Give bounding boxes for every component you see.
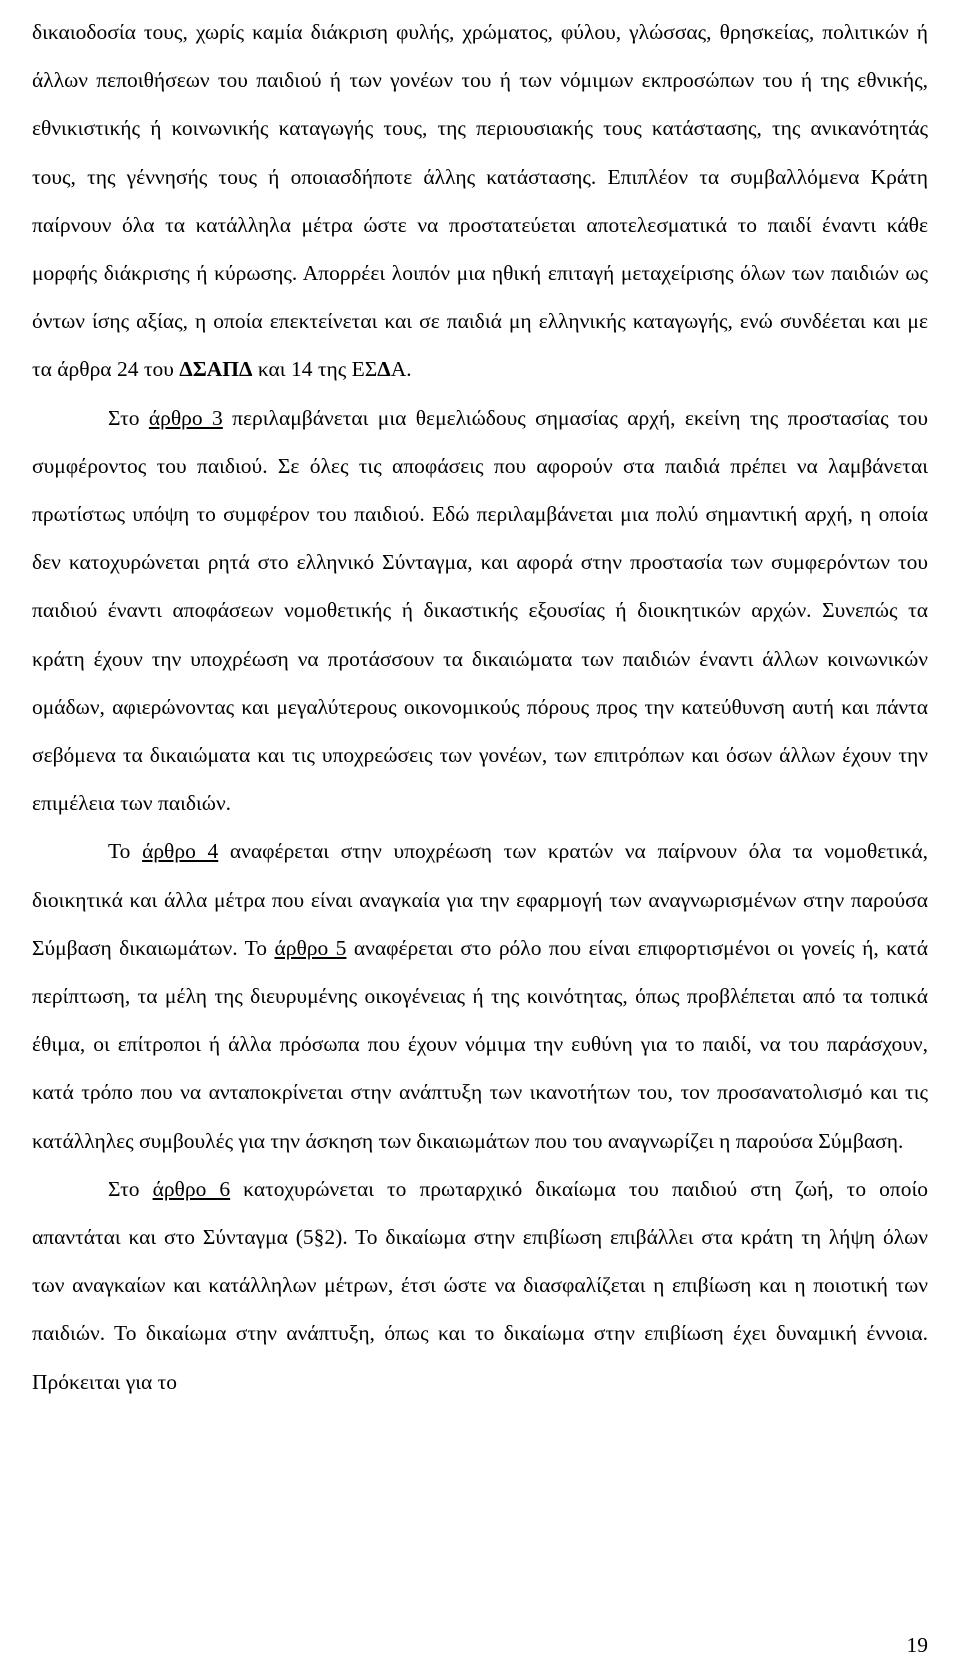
paragraph-text: αναφέρεται στην υποχρέωση των κρατών να παίρνουν όλα τα νομοθετικά, διοικητικά και άλλα μέτρα που είναι αναγκαία για την εφαρμογή των αναγνωρισμένων στην παρούσα Σύμβαση δικαιωμάτων. Το xyxy=(32,839,928,960)
paragraph-text: περιλαμβάνεται μια θεμελιώδους σημασίας αρχή, εκείνη της προστασίας του συμφέροντος του παιδιού. Σε όλες τις αποφάσεις που αφορούν στα παιδιά πρέπει να λαμβάνεται πρωτίστως υπόψη το συμφέρον του παιδιού. Εδώ περιλαμβάνεται μια πολύ σημαντική αρχή, η οποία δεν κατοχυρώνεται ρητά στο ελληνικό Σύνταγμα, και αφορά στην προστασία των συμφερόντων του παιδιού έναντι αποφάσεων νομοθετικής ή δικαστικής εξουσίας ή διοικητικών αρχών. Συνεπώς τα κράτη έχουν την υποχρέωση να προτάσσουν τα δικαιώματα των παιδιών έναντι άλλων κοινωνικών ομάδων, αφιερώνοντας και μεγαλύτερους οικονομικούς πόρους προς την κατεύθυνση αυτή και πάντα σεβόμενα τα δικαιώματα και τις υποχρεώσεις των γονέων, των επιτρόπων και όσων άλλων έχουν την επιμέλεια των παιδιών. xyxy=(32,405,928,816)
paragraph-text: Στο xyxy=(108,405,149,430)
paragraph-text: δικαιοδοσία τους, χωρίς καμία διάκριση φυλής, χρώματος, φύλου, γλώσσας, θρησκείας, πολιτικών ή άλλων πεποιθήσεων του παιδιού ή των γονέων του ή των νόμιμων εκπροσώπων του ή της εθνικής, εθνικιστικής ή κοινωνικής καταγωγής τους, της περιουσιακής τους κατάστασης, της ανικανότητάς τους, της γέννησής τους ή οποιασδήποτε άλλης κατάστασης. Επιπλέον τα συμβαλλόμενα Κράτη παίρνουν όλα τα κατάλληλα μέτρα ώστε να προστατεύεται αποτελεσματικά το παιδί έναντι κάθε μορφής διάκρισης ή κύρωσης. Απορρέει λοιπόν μια ηθική επιταγή μεταχείρισης όλων των παιδιών ως όντων ίσης αξίας, η οποία επεκτείνεται και σε παιδιά μη ελληνικής καταγωγής, ενώ συνδέεται και με τα άρθρα 24 του xyxy=(32,20,928,382)
paragraph-2 xyxy=(32,394,928,828)
paragraph-1 xyxy=(32,8,928,394)
article-6-reference: άρθρο 6 xyxy=(152,1176,231,1201)
article-4-reference: άρθρο 4 xyxy=(142,839,219,864)
paragraph-4 xyxy=(32,1165,928,1406)
bold-abbreviation: ΔΣΑΠΔ xyxy=(179,357,253,382)
paragraph-text: αναφέρεται στο ρόλο που είναι επιφορτισμένοι οι γονείς ή, κατά περίπτωση, τα μέλη της διευρυμένης οικογένειας ή της κοινότητας, όπως προβλέπεται από τα τοπικά έθιμα, οι επίτροποι ή άλλα πρόσωπα που έχουν νόμιμα την ευθύνη για το παιδί, να του παράσχουν, κατά τρόπο που να ανταποκρίνεται στην ανάπτυξη των ικανοτήτων του, τον προσανατολισμό και τις κατάλληλες συμβουλές για την άσκηση των δικαιωμάτων που του αναγνωρίζει η παρούσα Σύμβαση. xyxy=(32,935,928,1153)
paragraph-text: Στο xyxy=(108,1176,153,1201)
article-3-reference: άρθρο 3 xyxy=(148,405,223,430)
paragraph-text: Το xyxy=(108,839,143,864)
paragraph-text: Α. xyxy=(390,357,412,382)
page-number: 19 xyxy=(906,1633,928,1657)
document-body xyxy=(32,8,928,1406)
paragraph-text: κατοχυρώνεται το πρωταρχικό δικαίωμα του παιδιού στη ζωή, το οποίο απαντάται και στο Σύνταγμα (5§2). Το δικαίωμα στην επιβίωση επιβάλλει στα κράτη τη λήψη όλων των αναγκαίων και κατάλληλων μέτρων, έτσι ώστε να διασφαλίζεται η επιβίωση και η ποιοτική των παιδιών. Το δικαίωμα στην ανάπτυξη, όπως και το δικαίωμα στην επιβίωση έχει δυναμική έννοια. Πρόκειται για το xyxy=(32,1176,929,1394)
bold-letter: Δ xyxy=(377,357,391,382)
article-5-reference: άρθρο 5 xyxy=(274,935,347,960)
paragraph-text: και 14 της ΕΣ xyxy=(252,357,378,382)
paragraph-3 xyxy=(32,827,928,1164)
